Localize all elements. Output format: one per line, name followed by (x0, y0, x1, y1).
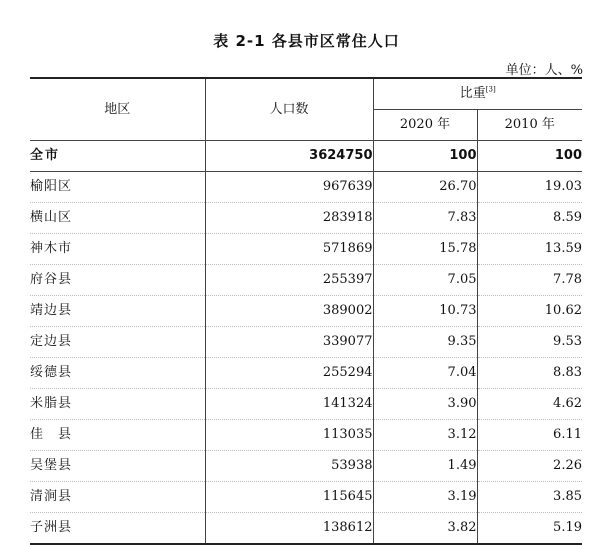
cell-share-2010: 4.62 (477, 389, 582, 420)
cell-region: 子洲县 (30, 513, 205, 545)
cell-share-2010: 10.62 (477, 296, 582, 327)
cell-share-2010: 13.59 (477, 234, 582, 265)
table-row (30, 265, 582, 296)
table-row (30, 451, 582, 482)
cell-share-2020: 3.90 (373, 389, 477, 420)
table-row (30, 327, 582, 358)
cell-population: 255294 (205, 358, 373, 389)
cell-region: 神木市 (30, 234, 205, 265)
cell-population: 115645 (205, 482, 373, 513)
cell-region: 榆阳区 (30, 172, 205, 203)
cell-share-2010: 5.19 (477, 513, 582, 545)
header-population: 人口数 (205, 78, 373, 141)
population-table (30, 77, 582, 545)
cell-region: 绥德县 (30, 358, 205, 389)
cell-population: 141324 (205, 389, 373, 420)
cell-share-2010: 100 (477, 141, 582, 172)
table-row (30, 234, 582, 265)
cell-population: 389002 (205, 296, 373, 327)
table-row (30, 420, 582, 451)
cell-share-2020: 3.19 (373, 482, 477, 513)
header-year-2020: 2020 年 (373, 110, 477, 141)
cell-share-2020: 3.82 (373, 513, 477, 545)
cell-share-2010: 3.85 (477, 482, 582, 513)
header-year-2010: 2010 年 (477, 110, 582, 141)
table-row (30, 513, 582, 545)
cell-region: 吴堡县 (30, 451, 205, 482)
header-region: 地区 (30, 78, 205, 141)
cell-population: 283918 (205, 203, 373, 234)
cell-share-2020: 9.35 (373, 327, 477, 358)
table-row (30, 389, 582, 420)
cell-share-2020: 26.70 (373, 172, 477, 203)
cell-share-2020: 3.12 (373, 420, 477, 451)
cell-population: 138612 (205, 513, 373, 545)
header-share-note: [3] (485, 85, 496, 94)
cell-region: 府谷县 (30, 265, 205, 296)
cell-share-2020: 10.73 (373, 296, 477, 327)
table-row (30, 358, 582, 389)
table-row (30, 203, 582, 234)
cell-share-2010: 19.03 (477, 172, 582, 203)
cell-population: 3624750 (205, 141, 373, 172)
cell-region: 全市 (30, 141, 205, 172)
cell-share-2020: 7.05 (373, 265, 477, 296)
table-row (30, 482, 582, 513)
cell-share-2010: 8.83 (477, 358, 582, 389)
cell-region: 佳 县 (30, 420, 205, 451)
cell-share-2020: 7.04 (373, 358, 477, 389)
cell-share-2020: 7.83 (373, 203, 477, 234)
cell-population: 967639 (205, 172, 373, 203)
header-share (373, 78, 582, 110)
cell-population: 339077 (205, 327, 373, 358)
cell-share-2020: 15.78 (373, 234, 477, 265)
cell-share-2010: 9.53 (477, 327, 582, 358)
cell-share-2010: 6.11 (477, 420, 582, 451)
cell-share-2010: 8.59 (477, 203, 582, 234)
cell-population: 53938 (205, 451, 373, 482)
cell-region: 米脂县 (30, 389, 205, 420)
table-row (30, 172, 582, 203)
cell-share-2020: 1.49 (373, 451, 477, 482)
table-body (30, 141, 582, 545)
cell-population: 255397 (205, 265, 373, 296)
cell-share-2010: 2.26 (477, 451, 582, 482)
cell-region: 靖边县 (30, 296, 205, 327)
cell-region: 清涧县 (30, 482, 205, 513)
table-row (30, 296, 582, 327)
cell-region: 横山区 (30, 203, 205, 234)
unit-label: 单位：人、% (505, 63, 583, 78)
header-share-label: 比重 (459, 86, 486, 101)
table-row-total (30, 141, 582, 172)
cell-population: 571869 (205, 234, 373, 265)
cell-region: 定边县 (30, 327, 205, 358)
cell-share-2020: 100 (373, 141, 477, 172)
cell-share-2010: 7.78 (477, 265, 582, 296)
cell-population: 113035 (205, 420, 373, 451)
table-title: 表 2-1 各县市区常住人口 (213, 32, 400, 50)
